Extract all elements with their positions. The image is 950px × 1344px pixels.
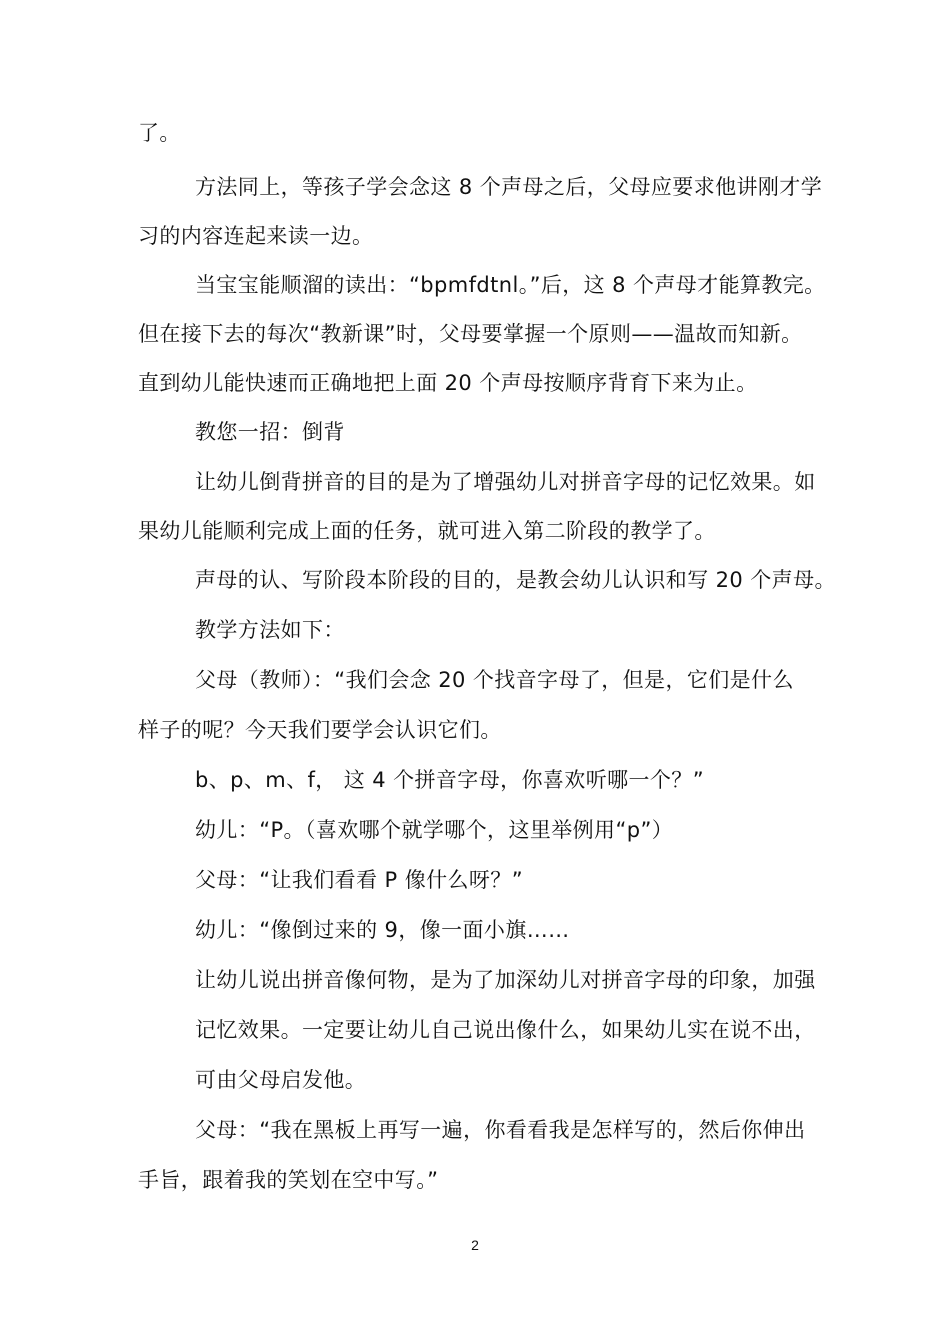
paragraph-line: 样子的呢？今天我们要学会认识它们。 [138,718,502,742]
paragraph-line: 习的内容连起来读一边。 [138,224,374,248]
paragraph-line: 让幼儿倒背拼音的目的是为了增强幼儿对拼音字母的记忆效果。如 [195,470,816,494]
paragraph-line: 当宝宝能顺溜的读出：“bpmfdtnl。”后，这 8 个声母才能算教完。 [195,273,826,297]
paragraph-line: 了。 [138,121,181,145]
paragraph-line: 让幼儿说出拼音像何物，是为了加深幼儿对拼音字母的印象，加强 [195,968,816,992]
paragraph-line: 果幼儿能顺利完成上面的任务，就可进入第二阶段的教学了。 [138,519,716,543]
paragraph-line: 方法同上，等孩子学会念这 8 个声母之后，父母应要求他讲刚才学 [195,175,823,199]
paragraph-line: 可由父母启发他。 [195,1068,367,1092]
paragraph-line: 幼儿：“P。（喜欢哪个就学哪个，这里举例用“p”） [195,818,674,842]
paragraph-line: 教学方法如下： [195,618,345,642]
paragraph-line: 父母：“让我们看看 P 像什么呀？” [195,868,523,892]
paragraph-line: b、p、m、f， 这 4 个拼音字母，你喜欢听哪一个？” [195,768,704,792]
paragraph-line: 幼儿：“像倒过来的 9，像一面小旗…… [195,918,570,942]
paragraph-line: 父母（教师）：“我们会念 20 个找音字母了，但是，它们是什么 [195,668,794,692]
paragraph-line: 手旨，跟着我的笑划在空中写。” [138,1168,439,1192]
paragraph-line: 声母的认、写阶段本阶段的目的，是教会幼儿认识和写 20 个声母。 [195,568,836,592]
paragraph-line: 记忆效果。一定要让幼儿自己说出像什么，如果幼儿实在说不出， [195,1018,816,1042]
section-heading: 教您一招：倒背 [195,420,345,444]
paragraph-line: 但在接下去的每次“教新课”时，父母要掌握一个原则——温故而知新。 [138,322,803,346]
paragraph-line: 直到幼儿能快速而正确地把上面 20 个声母按顺序背育下来为止。 [138,371,758,395]
page-number: 2 [471,1237,479,1253]
paragraph-line: 父母：“我在黑板上再写一遍，你看看我是怎样写的，然后你伸出 [195,1118,806,1142]
